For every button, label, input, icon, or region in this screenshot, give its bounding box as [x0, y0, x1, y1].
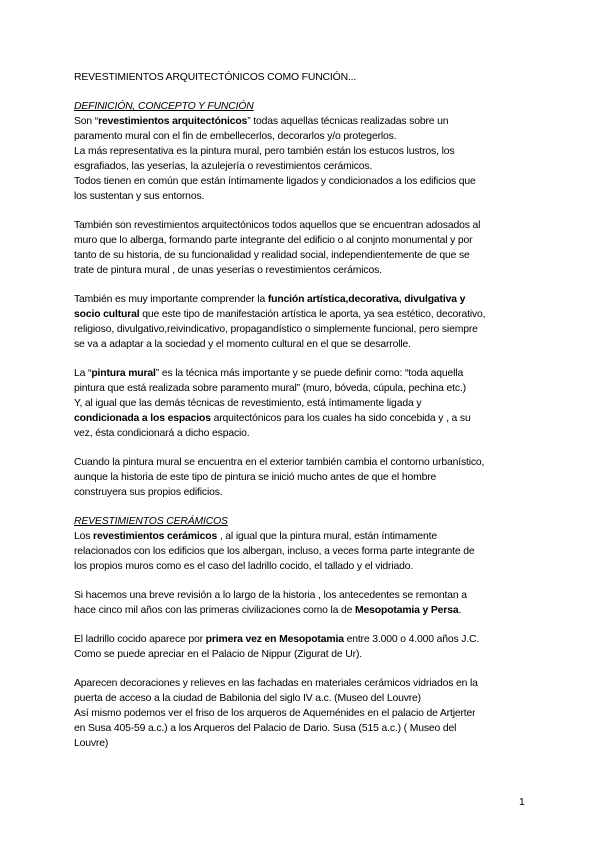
text-span: trate de pintura mural , de unas yeserías o revestimientos cerámicos. — [74, 265, 382, 276]
text-line — [74, 381, 532, 396]
spacer — [74, 85, 532, 99]
text-span: paramento mural con el fin de embellecerlos, decorarlos y/o protegerlos. — [74, 131, 397, 142]
text-line — [74, 218, 532, 233]
paragraph — [74, 292, 532, 352]
text-line — [74, 676, 532, 691]
text-line — [74, 307, 532, 322]
spacer — [74, 574, 532, 588]
section-heading: REVESTIMIENTOS CERÁMICOS — [74, 516, 228, 527]
text-line — [74, 736, 532, 751]
text-line — [74, 632, 532, 647]
text-line — [74, 322, 532, 337]
spacer — [74, 204, 532, 218]
spacer — [74, 662, 532, 676]
text-line — [74, 174, 532, 189]
text-line — [74, 292, 532, 307]
text-line — [74, 485, 532, 500]
paragraph — [74, 114, 532, 204]
text-span: tanto de su historia, de su funcionalidad y realidad social, independientemente de que se — [74, 250, 470, 261]
bold-text: socio cultural — [74, 309, 140, 320]
paragraph — [74, 632, 532, 662]
text-line — [74, 189, 532, 204]
section-heading: DEFINICIÓN, CONCEPTO Y FUNCIÓN — [74, 101, 254, 112]
text-span: muro que lo alberga, formando parte integrante del edificio o al conjnto monumental y por — [74, 235, 473, 246]
text-line — [74, 559, 532, 574]
text-line — [74, 144, 532, 159]
text-span: Como se puede apreciar en el Palacio de Nippur (Zigurat de Ur). — [74, 649, 362, 660]
text-span: pintura que está realizada sobre paramento mural” (muro, bóveda, cúpula, pechina etc.) — [74, 383, 466, 394]
text-span: entre 3.000 o 4.000 años J.C. — [343, 634, 480, 645]
text-line — [74, 248, 532, 263]
page-number: 1 — [519, 797, 525, 808]
text-line — [74, 366, 532, 381]
bold-text: primera vez en Mesopotamia — [205, 634, 344, 645]
text-line — [74, 470, 532, 485]
text-span: Y, al igual que las demás técnicas de revestimiento, está íntimamente ligada y — [74, 398, 422, 409]
text-span: los propios muros como es el caso del ladrillo cocido, el tallado y el vidriado. — [74, 561, 414, 572]
paragraph — [74, 588, 532, 618]
text-line — [74, 114, 532, 129]
text-line — [74, 159, 532, 174]
text-line — [74, 544, 532, 559]
bold-text: condicionada a los espacios — [74, 413, 211, 424]
spacer — [74, 618, 532, 632]
paragraph — [74, 529, 532, 574]
text-span: Si hacemos una breve revisión a lo largo de la historia , los antecedentes se remontan a — [74, 590, 467, 601]
text-span: relacionados con los edificios que los albergan, incluso, a veces forma parte integrante de — [74, 546, 475, 557]
text-line — [74, 411, 532, 426]
text-span: La “ — [74, 368, 92, 379]
text-span: También son revestimientos arquitectónicos todos aquellos que se encuentran adosados al — [74, 220, 481, 231]
text-line — [74, 263, 532, 278]
text-span: Son “ — [74, 116, 99, 127]
text-span: Cuando la pintura mural se encuentra en el exterior también cambia el contorno urbanístico, — [74, 457, 485, 468]
text-span: Louvre) — [74, 738, 109, 749]
document-page — [74, 70, 532, 751]
paragraph — [74, 218, 532, 278]
text-span: ” es la técnica más importante y se puede definir como: “toda aquella — [155, 368, 464, 379]
paragraph — [74, 676, 532, 751]
text-span: , al igual que la pintura mural, están íntimamente — [217, 531, 438, 542]
text-line — [74, 426, 532, 441]
text-span: que este tipo de manifestación artística le aporta, ya sea estético, decorativo, — [139, 309, 486, 320]
text-span: Así mismo podemos ver el friso de los arqueros de Aqueménides en el palacio de Artjerter — [74, 708, 476, 719]
text-span: Los — [74, 531, 94, 542]
text-span: ” todas aquellas técnicas realizadas sobre un — [247, 116, 449, 127]
text-span: en Susa 405-59 a.c.) a los Arqueros del Palacio de Dario. Susa (515 a.c.) ( Museo del — [74, 723, 457, 734]
text-span: La más representativa es la pintura mural, pero también están los estucos lustros, los — [74, 146, 455, 157]
paragraph — [74, 455, 532, 500]
text-line — [74, 129, 532, 144]
text-span: El ladrillo cocido aparece por — [74, 634, 206, 645]
document-title: REVESTIMIENTOS ARQUITECTÓNICOS COMO FUNCIÓN... — [74, 72, 357, 83]
text-line — [74, 455, 532, 470]
text-span: esgrafiados, las yeserías, la azulejería o revestimientos cerámicos. — [74, 161, 373, 172]
text-span: arquitectónicos para los cuales ha sido concebida y , a su — [210, 413, 471, 424]
text-span: religioso, divulgativo,reivindicativo, propagandístico o simplemente funcional, pero siempre — [74, 324, 478, 335]
spacer — [74, 500, 532, 514]
text-span: construyera sus propios edificios. — [74, 487, 223, 498]
bold-text: Mesopotamia y Persa — [355, 605, 459, 616]
text-line — [74, 647, 532, 662]
text-line — [74, 691, 532, 706]
text-line — [74, 721, 532, 736]
text-line — [74, 396, 532, 411]
text-span: los sustentan y sus entornos. — [74, 191, 205, 202]
text-line — [74, 603, 532, 618]
text-line — [74, 706, 532, 721]
paragraph — [74, 366, 532, 441]
text-span: vez, ésta condicionará a dicho espacio. — [74, 428, 250, 439]
text-span: aunque la historia de este tipo de pintura se inició mucho antes de que el hombre — [74, 472, 437, 483]
text-span: . — [458, 605, 462, 616]
text-span: También es muy importante comprender la — [74, 294, 268, 305]
text-line — [74, 588, 532, 603]
text-line — [74, 337, 532, 352]
spacer — [74, 441, 532, 455]
text-span: puerta de acceso a la ciudad de Babilonia del siglo IV a.c. (Museo del Louvre) — [74, 693, 421, 704]
bold-text: revestimientos arquitectónicos — [98, 116, 248, 127]
text-line — [74, 529, 532, 544]
text-span: hace cinco mil años con las primeras civilizaciones como la de — [74, 605, 356, 616]
bold-text: función artística,decorativa, divulgativa y — [267, 294, 466, 305]
bold-text: revestimientos cerámicos — [93, 531, 218, 542]
text-span: Todos tienen en común que están íntimamente ligados y condicionados a los edificios que — [74, 176, 476, 187]
text-line — [74, 233, 532, 248]
spacer — [74, 278, 532, 292]
spacer — [74, 352, 532, 366]
text-span: se va a adaptar a la sociedad y el momento cultural en el que se desarrolle. — [74, 339, 411, 350]
document-body — [74, 99, 532, 751]
text-span: Aparecen decoraciones y relieves en las fachadas en materiales cerámicos vidriados en la — [74, 678, 478, 689]
bold-text: pintura mural — [91, 368, 156, 379]
